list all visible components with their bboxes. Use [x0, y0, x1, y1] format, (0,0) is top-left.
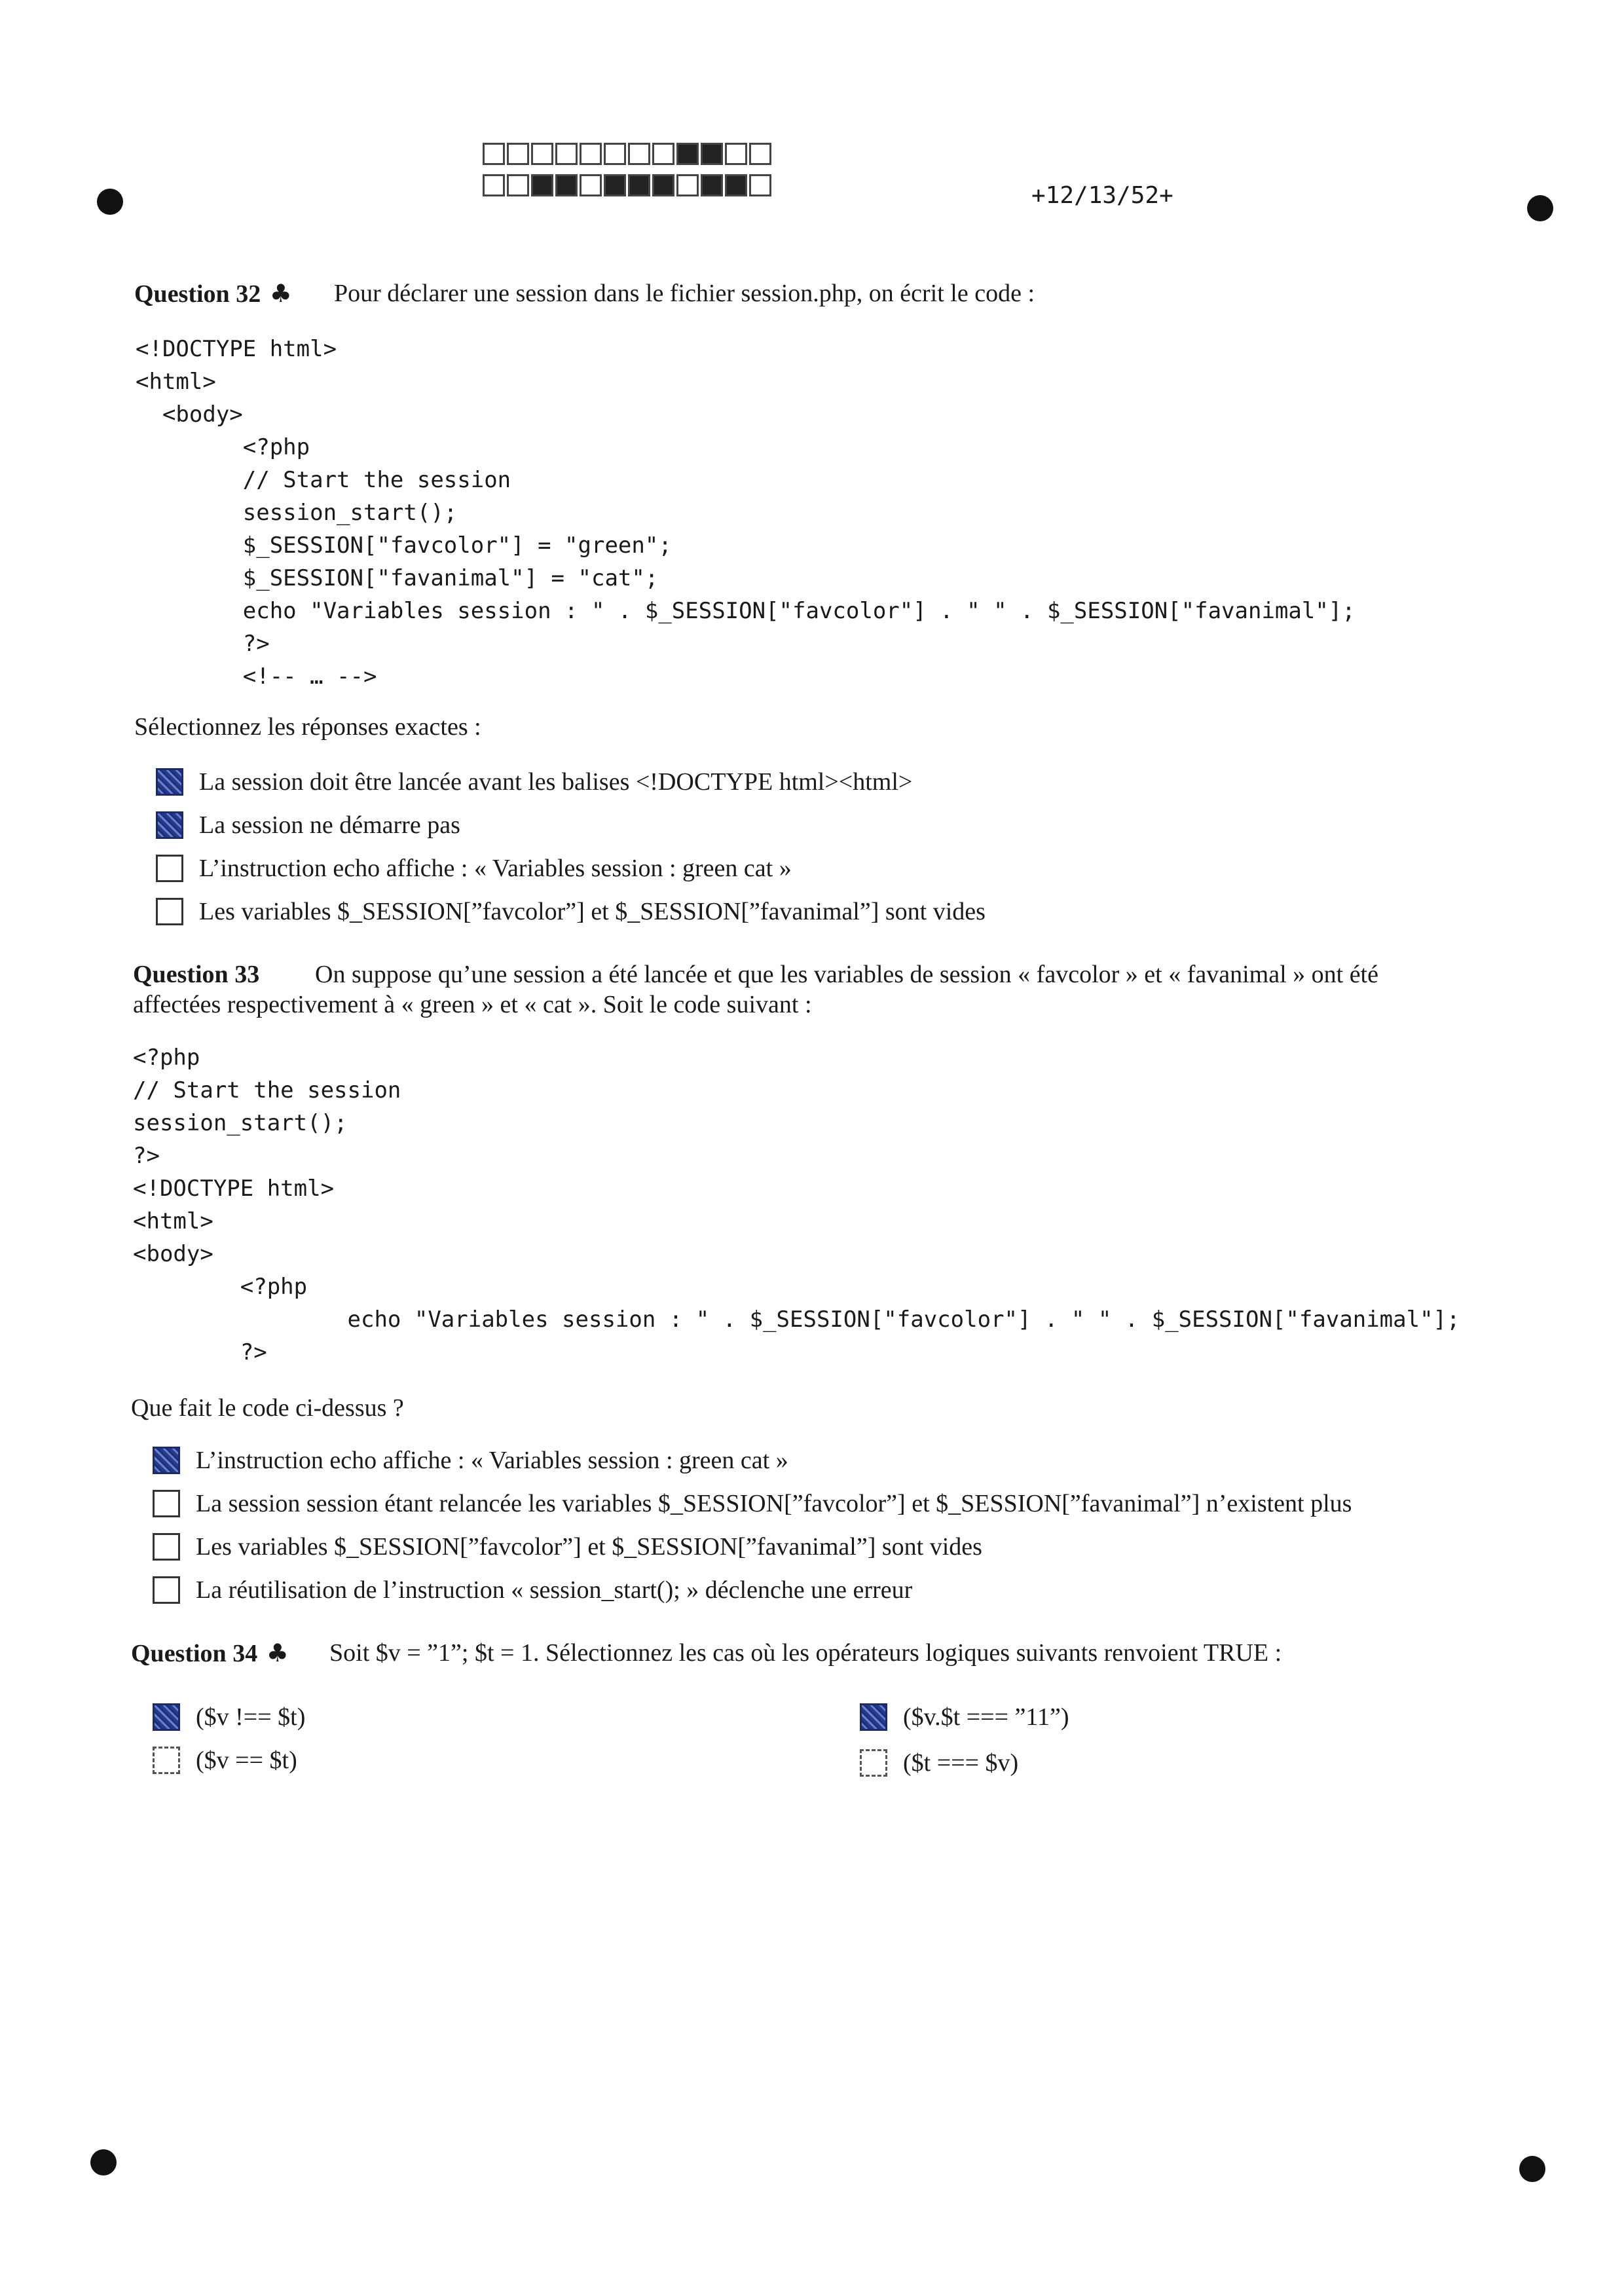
id-box-empty: [483, 174, 505, 196]
corner-mark-top-right: [1527, 195, 1553, 221]
id-box-filled: [701, 143, 723, 165]
question-32-option-4[interactable]: [156, 896, 986, 927]
id-box-filled: [725, 174, 747, 196]
option-label: ($v !== $t): [196, 1703, 306, 1731]
option-label: Les variables $_SESSION[”favcolor”] et $_SESSION[”favanimal”] sont vides: [199, 898, 986, 925]
club-icon: ♣: [269, 279, 292, 308]
id-box-empty: [507, 143, 529, 165]
question-32-code: <!DOCTYPE html> <html> <body> <?php // Start the session session_start(); $_SESSION["favcolor"] = "green"; $_SESSION["favanimal"] = "cat"; echo "Variables session : " . $_SESSION["favcolor"] . " " . $_SESSION["favanimal"]; ?> <!-- … -->: [136, 336, 1356, 690]
option-label: La réutilisation de l’instruction « session_start(); » déclenche une erreur: [196, 1576, 913, 1604]
question-33-option-2[interactable]: [153, 1488, 1352, 1519]
checkbox-checked[interactable]: [156, 811, 183, 839]
option-label: La session ne démarre pas: [199, 811, 460, 839]
question-33-text-line-2: affectées respectivement à « green » et « cat ». Soit le code suivant :: [133, 991, 812, 1018]
checkbox[interactable]: [153, 1490, 180, 1517]
corner-mark-bottom-left: [90, 2149, 117, 2176]
club-icon: ♣: [266, 1639, 289, 1667]
id-box-empty: [725, 143, 747, 165]
id-boxes-row-1: [483, 143, 773, 165]
option-label: ($t === $v): [903, 1749, 1019, 1777]
id-box-empty: [652, 143, 674, 165]
id-box-filled: [652, 174, 674, 196]
question-33-option-3[interactable]: [153, 1531, 982, 1563]
option-label: Les variables $_SESSION[”favcolor”] et $_SESSION[”favanimal”] sont vides: [196, 1533, 982, 1561]
question-32-option-1[interactable]: [156, 766, 912, 798]
id-box-empty: [580, 174, 602, 196]
id-box-filled: [701, 174, 723, 196]
checkbox[interactable]: [153, 1576, 180, 1604]
id-box-empty: [628, 143, 650, 165]
checkbox-checked[interactable]: [153, 1447, 180, 1474]
checkbox[interactable]: [153, 1747, 180, 1774]
question-33-header: [133, 959, 1378, 990]
id-box-empty: [531, 143, 553, 165]
question-34-header: [131, 1637, 1282, 1669]
question-34-option-4[interactable]: [860, 1747, 1018, 1779]
question-33-code: <?php // Start the session session_start(); ?> <!DOCTYPE html> <html> <body> <?php echo "Variables session : " . $_SESSION["favcolor"] . " " . $_SESSION["favanimal"]; ?>: [133, 1045, 1460, 1365]
id-box-empty: [580, 143, 602, 165]
question-33-number: Question 33: [133, 961, 260, 988]
question-34-option-3[interactable]: [153, 1745, 297, 1776]
id-box-empty: [749, 143, 771, 165]
checkbox[interactable]: [153, 1533, 180, 1561]
id-box-empty: [483, 143, 505, 165]
id-box-filled: [604, 174, 626, 196]
question-34-text: Soit $v = ”1”; $t = 1. Sélectionnez les cas où les opérateurs logiques suivants renvoient TRUE :: [329, 1639, 1282, 1667]
question-34-number: Question 34: [131, 1640, 258, 1667]
question-32-header: [134, 278, 1035, 310]
checkbox[interactable]: [156, 898, 183, 925]
id-box-empty: [555, 143, 578, 165]
id-box-empty: [676, 174, 699, 196]
id-box-empty: [749, 174, 771, 196]
id-box-filled: [555, 174, 578, 196]
id-boxes-row-2: [483, 174, 773, 196]
page-id: +12/13/52+: [1031, 182, 1173, 209]
id-box-filled: [531, 174, 553, 196]
id-box-empty: [507, 174, 529, 196]
option-label: L’instruction echo affiche : « Variables session : green cat »: [199, 855, 792, 882]
corner-mark-top-left: [97, 189, 123, 215]
question-33-option-4[interactable]: [153, 1574, 912, 1606]
option-label: ($v.$t === ”11”): [903, 1703, 1069, 1731]
id-box-empty: [604, 143, 626, 165]
checkbox[interactable]: [860, 1749, 887, 1777]
question-32-text: Pour déclarer une session dans le fichier session.php, on écrit le code :: [334, 280, 1035, 307]
question-34-option-2[interactable]: [860, 1701, 1069, 1733]
question-32-option-3[interactable]: [156, 853, 792, 884]
checkbox-checked[interactable]: [860, 1703, 887, 1731]
option-label: L’instruction echo affiche : « Variables session : green cat »: [196, 1447, 788, 1474]
id-box-filled: [676, 143, 699, 165]
question-32-number: Question 32: [134, 280, 261, 308]
checkbox-checked[interactable]: [153, 1703, 180, 1731]
corner-mark-bottom-right: [1519, 2156, 1545, 2182]
question-32-option-2[interactable]: [156, 809, 460, 841]
checkbox-checked[interactable]: [156, 768, 183, 796]
question-32-prompt: Sélectionnez les réponses exactes :: [134, 713, 481, 741]
question-33-option-1[interactable]: [153, 1445, 788, 1476]
question-33-prompt: Que fait le code ci-dessus ?: [131, 1394, 404, 1422]
id-box-filled: [628, 174, 650, 196]
option-label: La session doit être lancée avant les balises <!DOCTYPE html><html>: [199, 768, 913, 796]
question-34-option-1[interactable]: [153, 1701, 305, 1733]
option-label: ($v == $t): [196, 1747, 297, 1774]
question-33-text-line-1: On suppose qu’une session a été lancée et que les variables de session « favcolor » et « favanimal » ont été: [315, 961, 1378, 988]
option-label: La session session étant relancée les variables $_SESSION[”favcolor”] et $_SESSION[”favanimal”] n’existent plus: [196, 1490, 1352, 1517]
checkbox[interactable]: [156, 855, 183, 882]
